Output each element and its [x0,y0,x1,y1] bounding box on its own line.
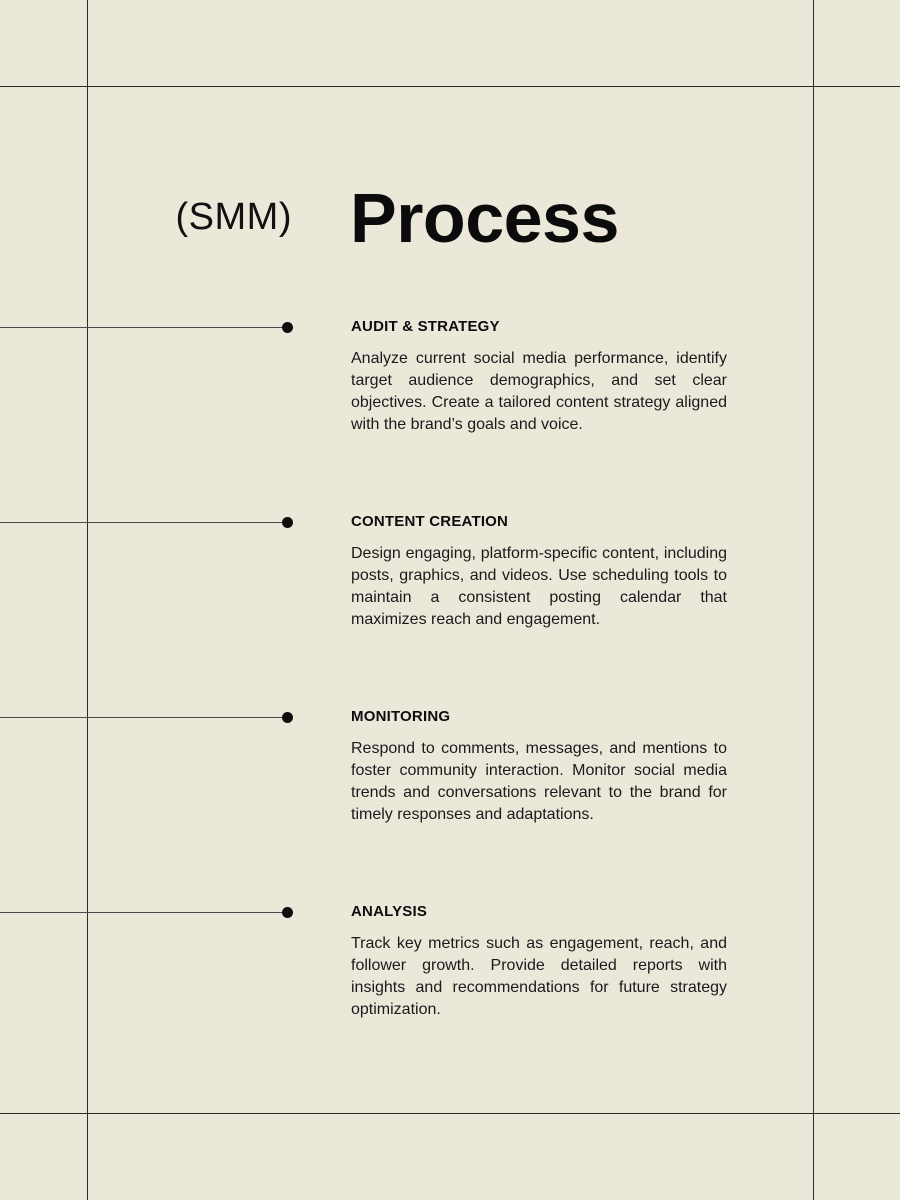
step-connector-line [0,522,287,523]
step-connector-line [0,717,287,718]
step-description: Analyze current social media performance, identify target audience demographics, and set clear objectives. Create a tailored content strategy aligned with the brand’s goals and voice. [351,350,727,433]
step-marker-dot [282,517,293,528]
step-description: Design engaging, platform-specific content, including posts, graphics, and videos. Use scheduling tools to maintain a consistent posting calendar that maximizes reach and engagement. [351,545,727,628]
step-marker-dot [282,322,293,333]
page-title: Process [350,179,619,257]
left-frame-line [87,0,88,1200]
step-connector-line [0,912,287,913]
step-heading: CONTENT CREATION [351,513,509,530]
step-description: Respond to comments, messages, and mentions to foster community interaction. Monitor social media trends and conversations relevant to the brand for timely responses and adaptations. [351,740,727,823]
bottom-frame-line [0,1113,900,1114]
step-marker-dot [282,907,293,918]
step-heading: MONITORING [351,708,451,725]
right-frame-line [813,0,814,1200]
process-step-audit-strategy [351,317,727,436]
step-description: Track key metrics such as engagement, reach, and follower growth. Provide detailed reports with insights and recommendations for future strategy optimization. [351,935,727,1018]
page-subtitle: (SMM) [175,196,292,238]
top-frame-line [0,86,900,87]
step-heading: AUDIT & STRATEGY [351,318,500,335]
step-connector-line [0,327,287,328]
step-heading: ANALYSIS [351,903,428,920]
process-step-monitoring [351,707,727,826]
step-marker-dot [282,712,293,723]
process-step-analysis [351,902,727,1021]
process-step-content-creation [351,512,727,631]
